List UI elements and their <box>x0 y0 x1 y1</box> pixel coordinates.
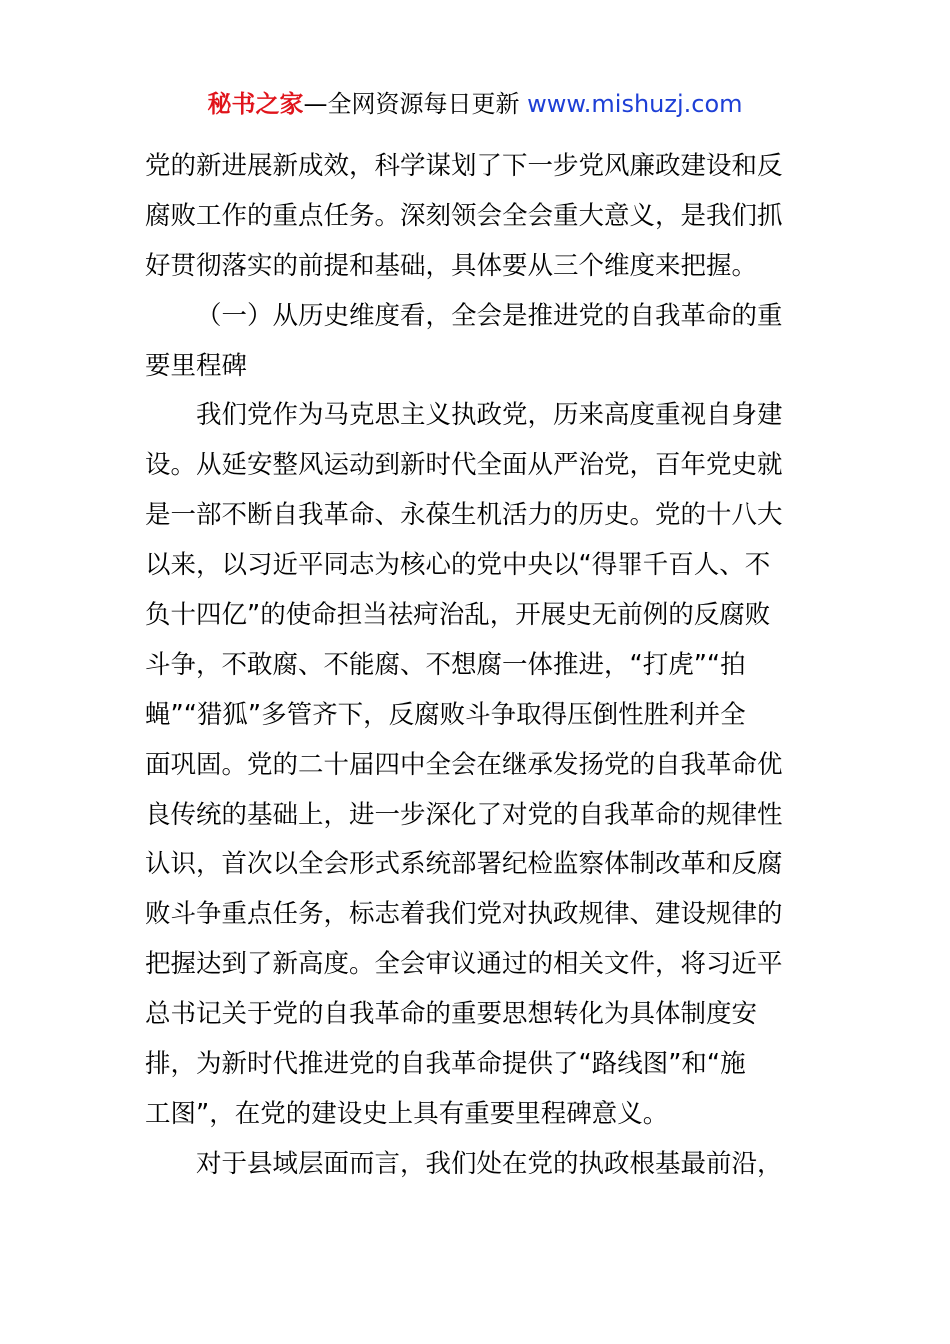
text-line: 排，为新时代推进党的自我革命提供了“路线图”和“施 <box>145 1049 746 1080</box>
paragraph-start: 对于县域层面而言，我们处在党的执政根基最前沿， <box>196 1148 783 1179</box>
text-line: 党的新进展新成效，科学谋划了下一步党风廉政建设和反 <box>145 151 783 181</box>
text-line: 面巩固。党的二十届四中全会在继承发扬党的自我革命优 <box>145 749 783 780</box>
text-line: 把握达到了新高度。全会审议通过的相关文件，将习近平 <box>145 949 783 980</box>
section-heading-continuation: 要里程碑 <box>145 350 248 381</box>
text-line: 良传统的基础上，进一步深化了对党的自我革命的规律性 <box>145 799 783 830</box>
text-line: 好贯彻落实的前提和基础，具体要从三个维度来把握。 <box>145 250 758 281</box>
text-line: 认识，首次以全会形式系统部署纪检监察体制改革和反腐 <box>145 849 783 880</box>
text-line: 败斗争重点任务，标志着我们党对执政规律、建设规律的 <box>145 899 783 930</box>
text-line: 负十四亿”的使命担当祛疴治乱，开展史无前例的反腐败 <box>145 600 771 631</box>
text-line: 以来，以习近平同志为核心的党中央以“得罪千百人、不 <box>145 550 771 581</box>
text-line: 总书记关于党的自我革命的重要思想转化为具体制度安 <box>145 999 758 1030</box>
paragraph-start: 我们党作为马克思主义执政党，历来高度重视自身建 <box>196 400 783 431</box>
site-name: 秘书之家 <box>207 90 304 118</box>
text-line: 腐败工作的重点任务。深刻领会全会重大意义，是我们抓 <box>145 200 783 231</box>
site-url-link[interactable]: www.mishuzj.com <box>527 90 743 118</box>
text-line: 是一部不断自我革命、永葆生机活力的历史。党的十八大 <box>145 500 783 531</box>
section-heading: （一）从历史维度看，全会是推进党的自我革命的重 <box>196 300 783 331</box>
document-body <box>145 142 810 1190</box>
page-header <box>0 86 950 122</box>
text-line: 工图”，在党的建设史上具有重要里程碑意义。 <box>145 1098 669 1129</box>
site-tagline: —全网资源每日更新 <box>303 90 520 118</box>
text-line: 蝇”“猎狐”多管齐下，反腐败斗争取得压倒性胜利并全 <box>145 699 746 730</box>
text-line: 设。从延安整风运动到新时代全面从严治党，百年党史就 <box>145 450 783 481</box>
text-line: 斗争，不敢腐、不能腐、不想腐一体推进，“打虎”“拍 <box>145 649 746 680</box>
